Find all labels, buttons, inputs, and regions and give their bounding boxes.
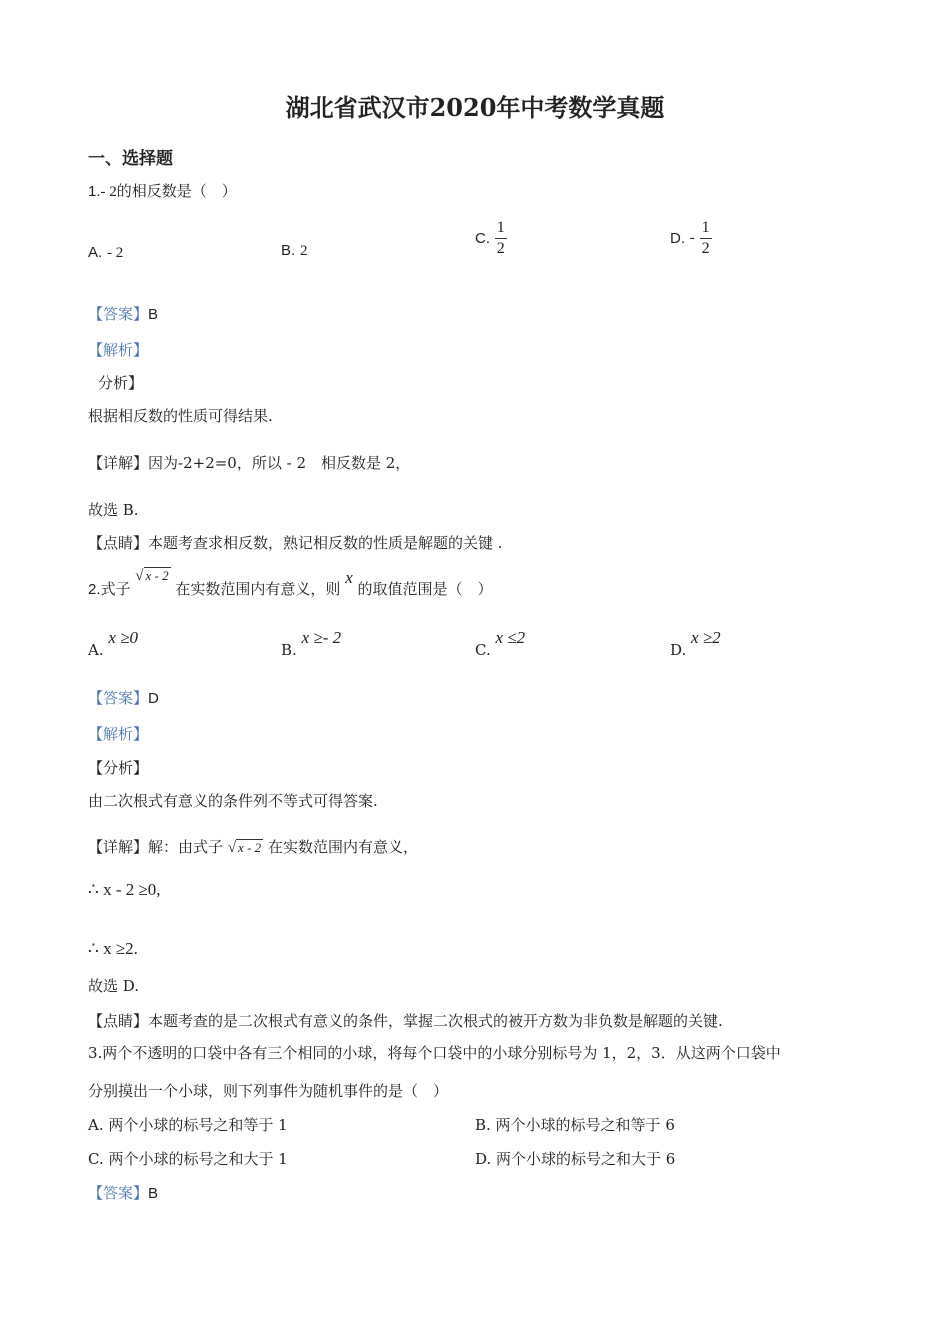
q1-option-c: C. $\frac{1}{2}$ [475,219,505,257]
q3-option-c: C. 两个小球的标号之和大于 1 [88,1150,288,1168]
q2-step-1: ∴ x - 2 ≥0, [88,880,161,899]
q2-fenxi-text: 由二次根式有意义的条件列不等式可得答案. [88,792,378,810]
q2-select: 故选 D. [88,977,140,995]
q3-option-b: B. 两个小球的标号之和等于 6 [475,1116,675,1134]
page-title: 湖北省武汉市2020年中考数学真题 [285,93,665,122]
q1-dianjing: 【点睛】本题考查求相反数，熟记相反数的性质是解题的关键 . [88,534,503,552]
q2-stem: 2.式子 √ x - 2 在实数范围内有意义，则 x 的取值范围是（ ） [88,568,493,598]
q2-step-2: ∴ x ≥2. [88,939,138,958]
q2-jiexi-tag: 【解析】 [88,725,149,743]
q3-option-a: A. 两个小球的标号之和等于 1 [88,1116,288,1134]
q1-option-d: D. - $\frac{1}{2}$ [670,219,710,257]
q2-option-a: A. x ≥0 [88,628,139,659]
q1-option-b: B. 2 [281,242,308,259]
q2-fenxi-tag: 【分析】 [88,759,149,777]
q1-fenxi-tag: 分析】 [98,374,144,392]
q3-stem-line-2: 分别摸出一个小球，则下列事件为随机事件的是（ ） [88,1082,449,1100]
fraction-one-half: $\frac{1}{2}$ [496,219,505,257]
sqrt-expression: √ x - 2 [227,840,262,856]
q1-select: 故选 B. [88,501,139,519]
q1-stem: 1.- 2的相反数是（ ） [88,182,237,200]
q3-stem-line-1: 3.两个不透明的口袋中各有三个相同的小球，将每个口袋中的小球分别标号为 1，2，3．从这两个口袋中 [88,1044,781,1062]
q2-answer: 【答案】D [88,689,159,707]
q2-detail: 【详解】解：由式子 √ x - 2 在实数范围内有意义， [88,838,418,856]
fraction-negative-one-half: $\frac{1}{2}$ [701,219,710,257]
q1-option-a: A. - 2 [88,244,124,261]
q2-option-c: C. x ≤2 [475,628,526,659]
q1-answer: 【答案】B [88,305,159,323]
q1-fenxi-text: 根据相反数的性质可得结果. [88,407,273,425]
q3-option-d: D. 两个小球的标号之和大于 6 [475,1150,676,1168]
q1-detail: 【详解】因为-2+2=0，所以 - 2 相反数是 2， [88,454,411,472]
q2-dianjing: 【点睛】本题考查的是二次根式有意义的条件，掌握二次根式的被开方数为非负数是解题的关键. [88,1012,723,1030]
q2-option-d: D. x ≥2 [670,628,721,659]
section-heading: 一、选择题 [88,149,173,169]
q1-jiexi-tag: 【解析】 [88,341,149,359]
q2-option-b: B. x ≥- 2 [281,628,342,659]
q3-answer: 【答案】B [88,1184,159,1202]
sqrt-expression: √ x - 2 [135,568,169,584]
